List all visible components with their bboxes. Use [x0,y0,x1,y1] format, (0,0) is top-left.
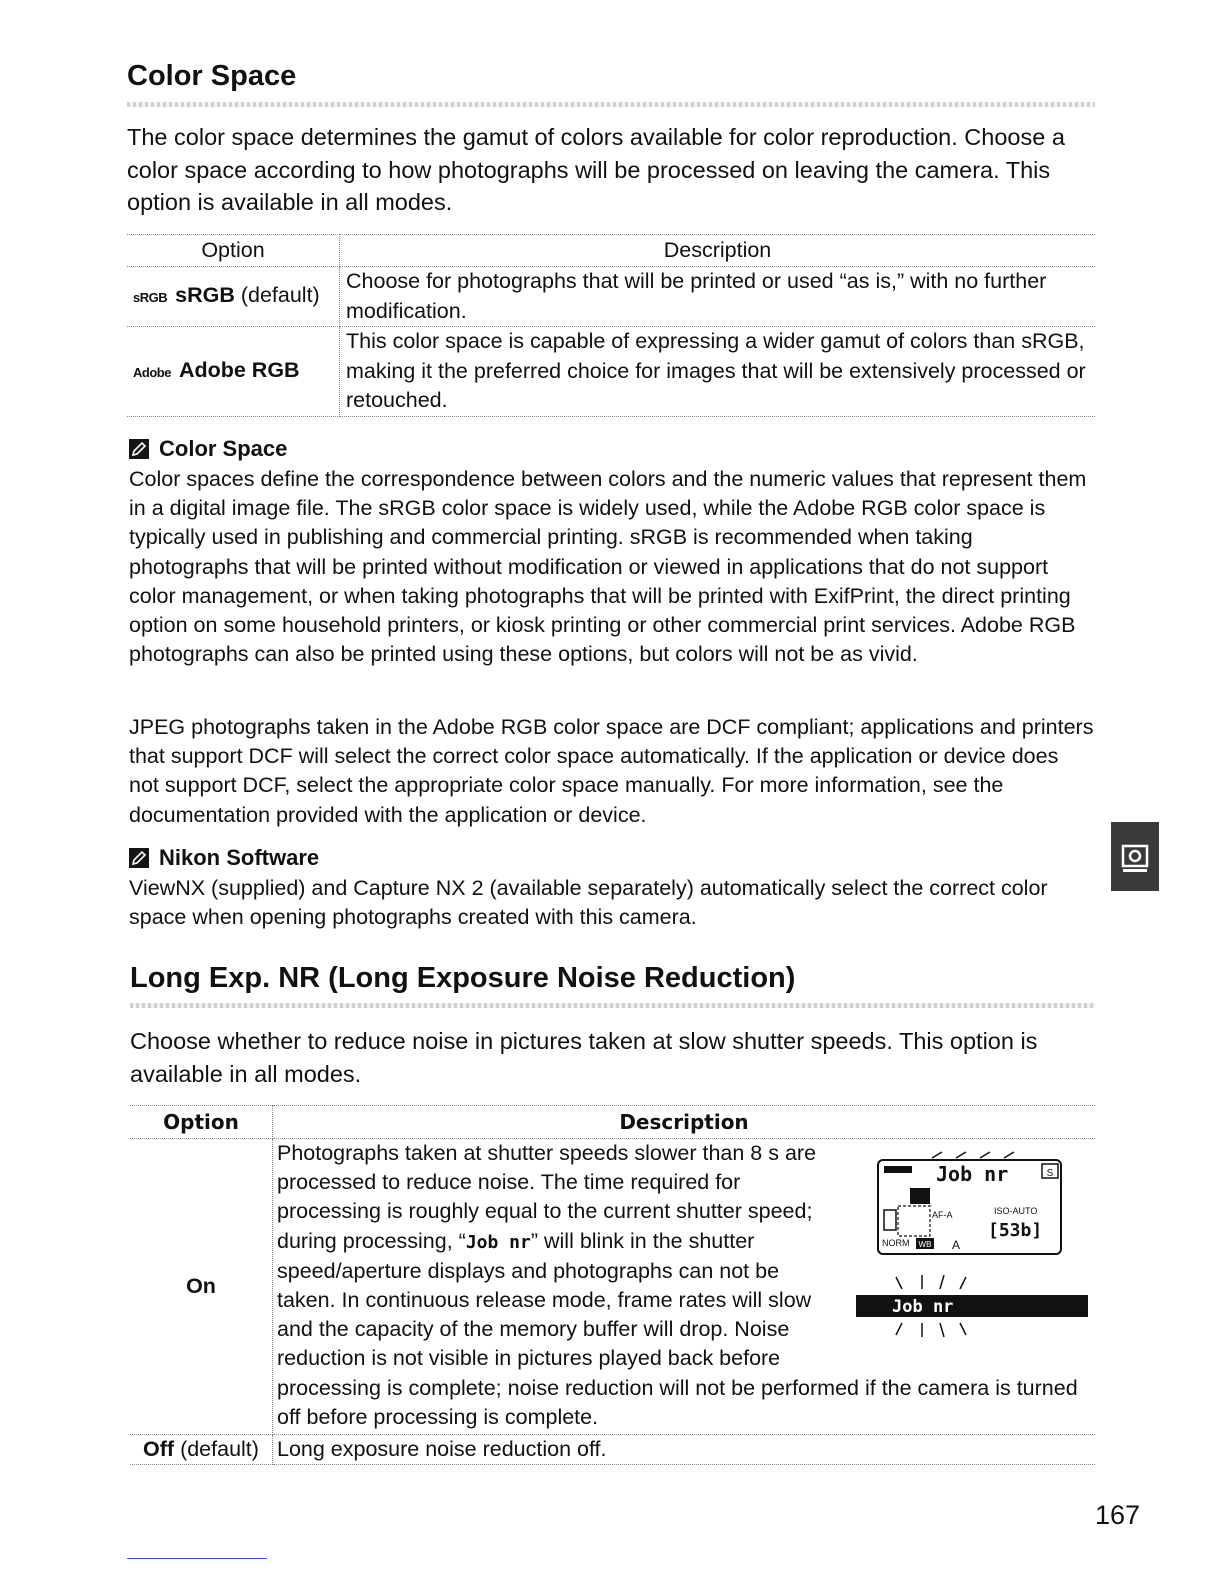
table-header-option: Option [130,1106,273,1139]
srgb-icon: sRGB [133,289,168,305]
section-intro: Choose whether to reduce noise in pictures taken at slow shutter speeds. This option is available in all modes. [130,1028,1038,1087]
section-intro: The color space determines the gamut of colors available for color reproduction. Choose a color space according to how photographs will be processed on leaving the camera. This option is available in all modes. [127,124,1065,215]
description-cell: This color space is capable of expressing a wider gamut of colors than sRGB, making it the preferred choice for images that will be extensively processed or retouched. [340,327,1096,417]
lcd-a: A [952,1238,961,1252]
lcd-job-nr: Job nr [936,1162,1009,1186]
viewfinder-job-nr: Job nr [892,1297,954,1317]
lcd-iso: ISO-AUTO [994,1206,1038,1216]
option-name: sRGB [175,282,235,307]
note-title: Color Space [159,436,288,461]
option-cell [127,327,340,417]
section-rule [130,1003,1095,1008]
note-heading [129,845,319,871]
control-panel-illustration [876,1150,1063,1256]
option-suffix: (default) [174,1437,259,1462]
footer-line [127,1558,267,1559]
job-nr-display: Job nr [465,1231,531,1253]
section-rule [127,102,1095,107]
option-cell [127,267,340,327]
section-title-color-space: Color Space [127,60,297,92]
viewfinder-illustration [856,1275,1088,1345]
table-header-description: Description [340,235,1096,267]
viewfinder-bar [856,1295,1088,1317]
option-on: On [130,1139,273,1435]
adobe-icon: Adobe [133,364,171,380]
note-paragraph: Color spaces define the correspondence between colors and the numeric values that represent them in a digital image file. The sRGB color space is widely used, while the Adobe RGB color space is typically used in publishing and commercial printing. sRGB is recommended when taking photographs that will be printed without modification or viewed in applications that do not support color management, or when taking photographs that will be printed with ExifPrint, the direct printing option on some household printers, or kiosk printing or other commercial print services. Adobe RGB photographs can also be printed using these options, but colors will not be as vivid. [129,467,1087,667]
option-suffix: (default) [234,282,320,307]
battery-icon [884,1166,912,1173]
lcd-af: AF-A [932,1210,953,1220]
description-text: Photographs taken at shutter speeds slower than 8 s are processed to reduce noise. The time required for processing is roughly equal to the current shutter speed; during processing, “ [277,1141,817,1253]
option-cell [130,1435,273,1465]
table-row [127,327,1095,417]
description-cell: Choose for photographs that will be printed or used “as is,” with no further modification. [340,267,1096,327]
description-text: ” will blink in the shutter speed/aperture displays and photographs can not be taken. In continuous release mode, frame rates will slow and the capacity of the memory buffer will drop. Noise reduction is not visible in pictures played back before processing is complete; noise reduction will not be performed if the camera is turned off before processing is complete. [277,1228,1078,1429]
note-paragraph: JPEG photographs taken in the Adobe RGB color space are DCF compliant; applications and printers that support DCF will select the correct color space automatically. If the application or device does not support DCF, select the appropriate color space manually. For more information, see the documentation provided with the application or device. [129,715,1094,827]
table-header-description: Description [273,1106,1096,1139]
camera-menu-icon [1111,822,1159,891]
description-cell: Long exposure noise reduction off. [273,1435,1096,1465]
option-off: Off [143,1437,175,1462]
table-row [130,1435,1095,1465]
camera-menu-tab [1111,822,1159,891]
lcd-wb: WB [918,1240,932,1249]
section-title-long-exp: Long Exp. NR (Long Exposure Noise Reduction) [130,962,796,994]
table-row [127,267,1095,327]
pencil-note-icon [129,848,149,868]
note-title: Nikon Software [159,845,320,870]
color-space-table [127,234,1095,417]
lcd-count: [53b] [988,1220,1043,1241]
note-paragraph: ViewNX (supplied) and Capture NX 2 (available separately) automatically select the correct color space when opening photographs created with this camera. [129,876,1048,930]
flash-mode-icon [910,1188,930,1204]
option-name: Adobe RGB [178,357,300,382]
note-heading [129,436,287,462]
lcd-s-label: S [1046,1168,1054,1179]
pencil-note-icon [129,439,149,459]
lcd-norm: NORM [882,1238,910,1248]
table-header-option: Option [127,235,340,267]
page-number: 167 [1095,1500,1141,1530]
